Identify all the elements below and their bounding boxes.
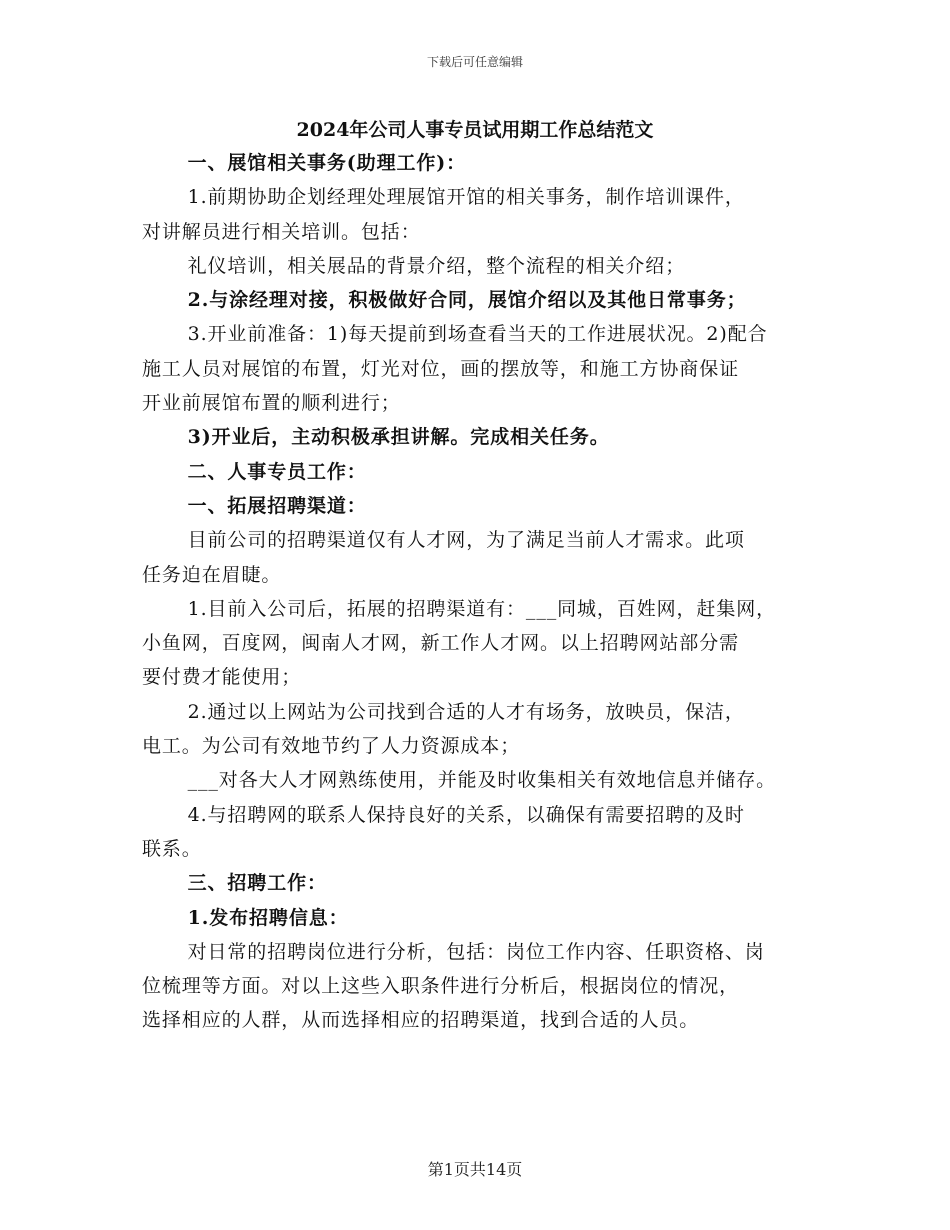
body-line: 小鱼网，百度网，闽南人才网，新工作人才网。以上招聘网站部分需 xyxy=(142,632,740,655)
section-heading: 二、人事专员工作： xyxy=(187,460,367,483)
body-line: 要付费才能使用； xyxy=(142,666,302,689)
body-line: 联系。 xyxy=(142,837,202,860)
header-note: 下载后可任意编辑 xyxy=(426,55,523,69)
body-line: 目前公司的招聘渠道仅有人才网，为了满足当前人才需求。此项 xyxy=(187,529,745,552)
section-heading: 一、展馆相关事务(助理工作)： xyxy=(187,152,467,174)
body-line: 位梳理等方面。对以上这些入职条件进行分析后，根据岗位的情况， xyxy=(142,975,740,998)
body-line: 4.与招聘网的联系人保持良好的关系，以确保有需要招聘的及时 xyxy=(187,803,745,826)
body-line: 礼仪培训，相关展品的背景介绍，整个流程的相关介绍； xyxy=(187,254,686,277)
body-line: ___对各大人才网熟练使用，并能及时收集相关有效地信息并储存。 xyxy=(187,769,776,792)
body-line: 开业前展馆布置的顺利进行； xyxy=(142,392,401,415)
section-heading: 一、拓展招聘渠道： xyxy=(187,494,367,517)
body-line: 1.前期协助企划经理处理展馆开馆的相关事务，制作培训课件， xyxy=(187,186,745,209)
body-line: 1.目前入公司后，拓展的招聘渠道有：___同城，百姓网，赶集网， xyxy=(187,597,777,620)
body-line: 3.开业前准备：1)每天提前到场查看当天的工作进展状况。2)配合 xyxy=(187,323,768,346)
section-heading: 3)开业后，主动积极承担讲解。完成相关任务。 xyxy=(187,426,610,449)
body-line: 电工。为公司有效地节约了人力资源成本； xyxy=(142,735,521,758)
document-title: 2024年公司人事专员试用期工作总结范文 xyxy=(296,119,654,141)
body-line: 对日常的招聘岗位进行分析，包括：岗位工作内容、任职资格、岗 xyxy=(187,940,765,963)
section-heading: 三、招聘工作： xyxy=(187,872,327,895)
section-heading: 2.与涂经理对接，积极做好合同，展馆介绍以及其他日常事务； xyxy=(187,289,747,312)
document-body xyxy=(142,146,822,1038)
body-line: 任务迫在眉睫。 xyxy=(142,563,282,586)
body-line: 选择相应的人群，从而选择相应的招聘渠道，找到合适的人员。 xyxy=(142,1009,700,1032)
page-footer: 第1页共14页 xyxy=(427,1160,523,1179)
body-line: 对讲解员进行相关培训。包括： xyxy=(142,220,421,243)
body-line: 施工人员对展馆的布置，灯光对位，画的摆放等，和施工方协商保证 xyxy=(142,357,740,380)
section-heading: 1.发布招聘信息： xyxy=(187,906,349,929)
body-line: 2.通过以上网站为公司找到合适的人才有场务，放映员，保洁， xyxy=(187,700,745,723)
